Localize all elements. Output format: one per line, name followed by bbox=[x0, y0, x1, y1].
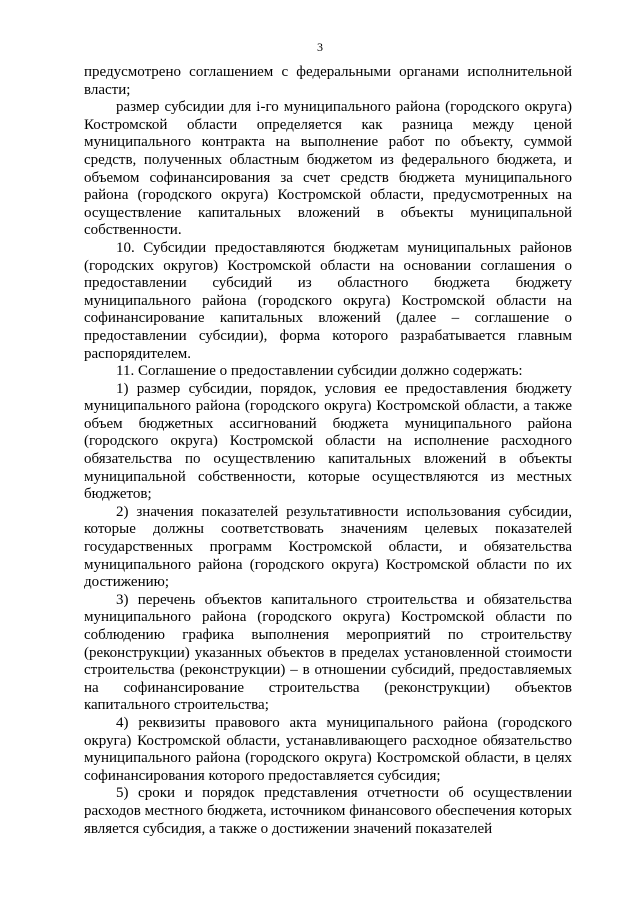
paragraph-item-11: 11. Соглашение о предоставлении субсидии должно содержать: bbox=[116, 363, 523, 380]
paragraph-subitem-3: 3) перечень объектов капитального строительства и обязательства муниципального района (городского округа) Костромской области по соблюдению графика выполнения мероприятий по строительству (реконструкции) указанных объектов в пределах установленной стоимости строительства (реконструкции) – в отношении субсидий, предоставляемых на софинансирование строительства (реконструкции) объектов капитального строительства; bbox=[84, 591, 572, 714]
paragraph-subitem-2: 2) значения показателей результативности использования субсидии, которые должны соответствовать значениям целевых показателей государственных программ Костромской области, и обязательства муниципального района (городского округа) Костромской области по их достижению; bbox=[84, 503, 572, 591]
paragraph-subitem-1: 1) размер субсидии, порядок, условия ее предоставления бюджету муниципального района (городского округа) Костромской области, а также объем бюджетных ассигнований бюджета муниципального района (городского округа) Костромской области на исполнение расходного обязательства по осуществлению капитальных вложений в объекты муниципальной собственности, которые осуществляются из местных бюджетов; bbox=[84, 380, 572, 503]
paragraph-continuation: предусмотрено соглашением с федеральными органами исполнительной власти; bbox=[84, 64, 572, 98]
paragraph-subitem-4: 4) реквизиты правового акта муниципального района (городского округа) Костромской области, устанавливающего расходное обязательство муниципального района (городского округа) Костромской области, в целях софинансирования которого предоставляется субсидия; bbox=[84, 714, 572, 784]
page-number: 3 bbox=[317, 40, 323, 54]
paragraph-item-10: 10. Субсидии предоставляются бюджетам муниципальных районов (городских округов) Костромской области на основании соглашения о предоставлении субсидий из областного бюджета бюджету муниципального района (городского округа) Костромской области на софинансирование капитальных вложений (далее – соглашение о предоставлении субсидии), форма которого разрабатывается главным распорядителем. bbox=[84, 239, 572, 362]
paragraph-subitem-5: 5) сроки и порядок представления отчетности об осуществлении расходов местного бюджета, источником финансового обеспечения которых является субсидия, а также о достижении значений показателей bbox=[84, 785, 572, 837]
document-body bbox=[84, 64, 572, 838]
paragraph-subsidy-size: размер субсидии для i-го муниципального района (городского округа) Костромской области определяется как разница между ценой муниципального контракта на выполнение работ по объекту, суммой средств, полученных областным бюджетом из федерального бюджета, и объемом софинансирования за счет средств бюджета муниципального района (городского округа) Костромской области, предусмотренных на осуществление капитальных вложений в объекты муниципальной собственности. bbox=[84, 99, 572, 239]
